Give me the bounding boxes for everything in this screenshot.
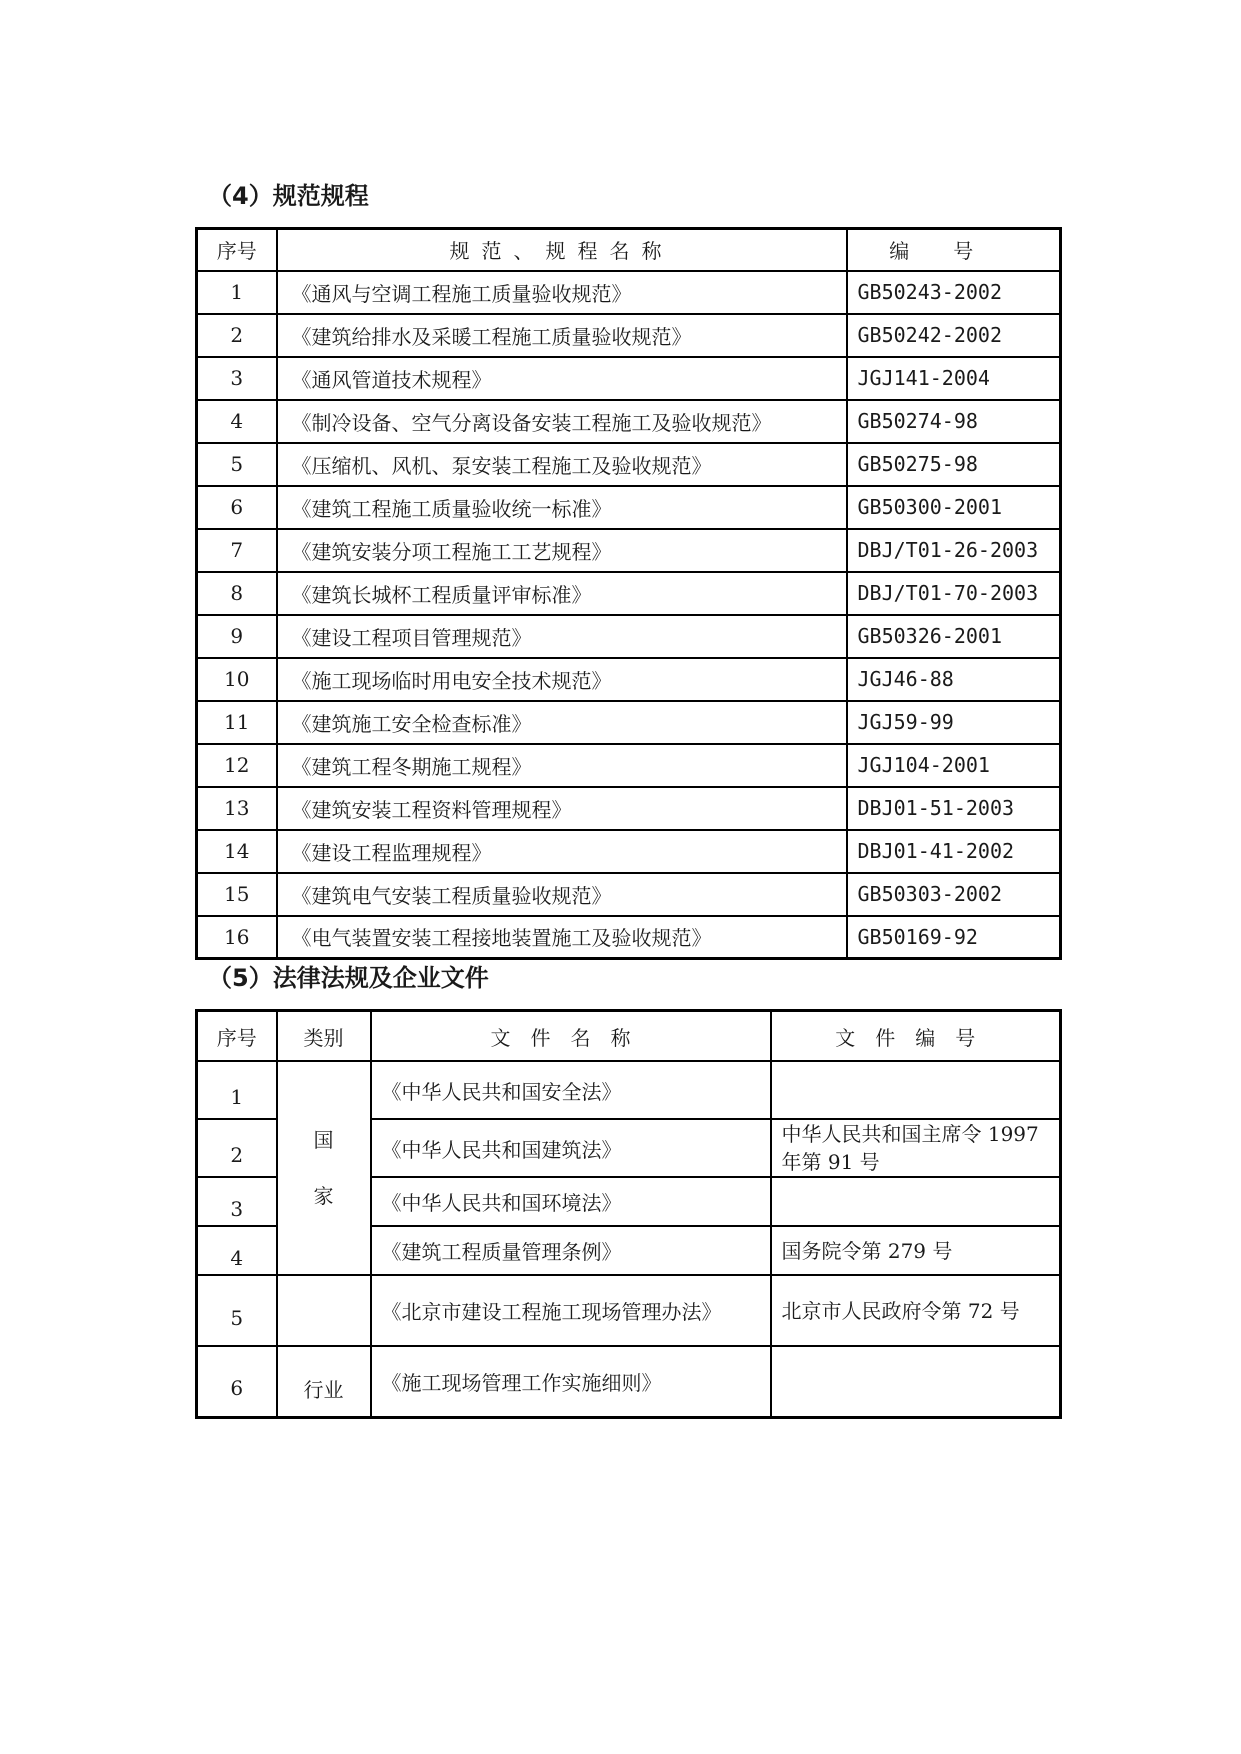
row-no: 15 bbox=[197, 873, 277, 916]
row-code: 北京市人民政府令第 72 号 bbox=[771, 1275, 1061, 1346]
row-name: 《中华人民共和国建筑法》 bbox=[371, 1119, 771, 1177]
row-code: JGJ46-88 bbox=[847, 658, 1061, 701]
header-no: 序号 bbox=[197, 1011, 277, 1062]
table-row bbox=[197, 787, 1061, 830]
row-code: GB50326-2001 bbox=[847, 615, 1061, 658]
row-no: 6 bbox=[197, 486, 277, 529]
row-name: 《电气装置安装工程接地装置施工及验收规范》 bbox=[277, 916, 847, 959]
row-code: GB50242-2002 bbox=[847, 314, 1061, 357]
row-no: 16 bbox=[197, 916, 277, 959]
section-4-title: （4）规范规程 bbox=[208, 182, 369, 210]
table-row bbox=[197, 529, 1061, 572]
table-row bbox=[197, 357, 1061, 400]
row-no: 5 bbox=[197, 443, 277, 486]
table-row bbox=[197, 658, 1061, 701]
row-no: 3 bbox=[197, 1177, 277, 1226]
row-code: JGJ141-2004 bbox=[847, 357, 1061, 400]
row-name: 《施工现场管理工作实施细则》 bbox=[371, 1346, 771, 1417]
row-no: 10 bbox=[197, 658, 277, 701]
header-code: 编号 bbox=[847, 229, 1061, 271]
table-row bbox=[197, 1346, 1061, 1417]
row-name: 《建筑长城杯工程质量评审标准》 bbox=[277, 572, 847, 615]
category-empty bbox=[277, 1275, 371, 1346]
row-code: GB50274-98 bbox=[847, 400, 1061, 443]
row-no: 4 bbox=[197, 400, 277, 443]
row-name: 《施工现场临时用电安全技术规范》 bbox=[277, 658, 847, 701]
row-name: 《建筑施工安全检查标准》 bbox=[277, 701, 847, 744]
table-row bbox=[197, 873, 1061, 916]
row-name: 《北京市建设工程施工现场管理办法》 bbox=[371, 1275, 771, 1346]
row-name: 《建筑安装工程资料管理规程》 bbox=[277, 787, 847, 830]
row-code: GB50300-2001 bbox=[847, 486, 1061, 529]
header-name: 规范、规程名称 bbox=[277, 229, 847, 271]
row-name: 《建筑给排水及采暖工程施工质量验收规范》 bbox=[277, 314, 847, 357]
row-code: GB50243-2002 bbox=[847, 271, 1061, 314]
row-no: 14 bbox=[197, 830, 277, 873]
category-industry: 行业 bbox=[277, 1346, 371, 1417]
row-name: 《建设工程监理规程》 bbox=[277, 830, 847, 873]
row-no: 1 bbox=[197, 1061, 277, 1119]
row-no: 12 bbox=[197, 744, 277, 787]
table-header-row bbox=[197, 229, 1061, 271]
row-no: 2 bbox=[197, 314, 277, 357]
row-no: 9 bbox=[197, 615, 277, 658]
row-name: 《制冷设备、空气分离设备安装工程施工及验收规范》 bbox=[277, 400, 847, 443]
row-name: 《建筑电气安装工程质量验收规范》 bbox=[277, 873, 847, 916]
row-name: 《中华人民共和国环境法》 bbox=[371, 1177, 771, 1226]
header-category: 类别 bbox=[277, 1011, 371, 1062]
row-code bbox=[771, 1177, 1061, 1226]
row-code: JGJ59-99 bbox=[847, 701, 1061, 744]
table-row bbox=[197, 916, 1061, 959]
table-row bbox=[197, 615, 1061, 658]
category-national-label: 国 家 bbox=[313, 1128, 334, 1208]
section-5-title: （5）法律法规及企业文件 bbox=[208, 964, 489, 992]
table-row bbox=[197, 744, 1061, 787]
row-code: JGJ104-2001 bbox=[847, 744, 1061, 787]
header-code: 文件编号 bbox=[771, 1011, 1061, 1062]
row-name: 《压缩机、风机、泵安装工程施工及验收规范》 bbox=[277, 443, 847, 486]
row-no: 13 bbox=[197, 787, 277, 830]
laws-table bbox=[195, 1009, 1062, 1419]
row-no: 2 bbox=[197, 1119, 277, 1177]
row-no: 3 bbox=[197, 357, 277, 400]
row-name: 《建设工程项目管理规范》 bbox=[277, 615, 847, 658]
table-row bbox=[197, 830, 1061, 873]
row-code: GB50303-2002 bbox=[847, 873, 1061, 916]
row-no: 1 bbox=[197, 271, 277, 314]
table-row bbox=[197, 271, 1061, 314]
row-code: DBJ/T01-70-2003 bbox=[847, 572, 1061, 615]
row-name: 《通风与空调工程施工质量验收规范》 bbox=[277, 271, 847, 314]
table-row bbox=[197, 1275, 1061, 1346]
category-national bbox=[277, 1061, 371, 1275]
row-name: 《建筑工程质量管理条例》 bbox=[371, 1226, 771, 1275]
row-no: 8 bbox=[197, 572, 277, 615]
row-code bbox=[771, 1061, 1061, 1119]
table-header-row bbox=[197, 1011, 1061, 1062]
row-no: 7 bbox=[197, 529, 277, 572]
row-code: DBJ01-51-2003 bbox=[847, 787, 1061, 830]
table-row bbox=[197, 1061, 1061, 1119]
row-no: 6 bbox=[197, 1346, 277, 1417]
row-name: 《中华人民共和国安全法》 bbox=[371, 1061, 771, 1119]
header-no: 序号 bbox=[197, 229, 277, 271]
row-no: 5 bbox=[197, 1275, 277, 1346]
row-code: GB50169-92 bbox=[847, 916, 1061, 959]
row-name: 《建筑工程施工质量验收统一标准》 bbox=[277, 486, 847, 529]
row-name: 《建筑工程冬期施工规程》 bbox=[277, 744, 847, 787]
row-code: 国务院令第 279 号 bbox=[771, 1226, 1061, 1275]
table-row bbox=[197, 314, 1061, 357]
row-code: DBJ01-41-2002 bbox=[847, 830, 1061, 873]
row-name: 《建筑安装分项工程施工工艺规程》 bbox=[277, 529, 847, 572]
row-code: 中华人民共和国主席令 1997 年第 91 号 bbox=[771, 1119, 1061, 1177]
table-row bbox=[197, 400, 1061, 443]
table-row bbox=[197, 486, 1061, 529]
table-row bbox=[197, 443, 1061, 486]
row-code bbox=[771, 1346, 1061, 1417]
row-no: 4 bbox=[197, 1226, 277, 1275]
row-code: GB50275-98 bbox=[847, 443, 1061, 486]
row-no: 11 bbox=[197, 701, 277, 744]
row-name: 《通风管道技术规程》 bbox=[277, 357, 847, 400]
row-code: DBJ/T01-26-2003 bbox=[847, 529, 1061, 572]
header-name: 文件名称 bbox=[371, 1011, 771, 1062]
table-row bbox=[197, 701, 1061, 744]
standards-table bbox=[195, 227, 1062, 960]
table-row bbox=[197, 572, 1061, 615]
